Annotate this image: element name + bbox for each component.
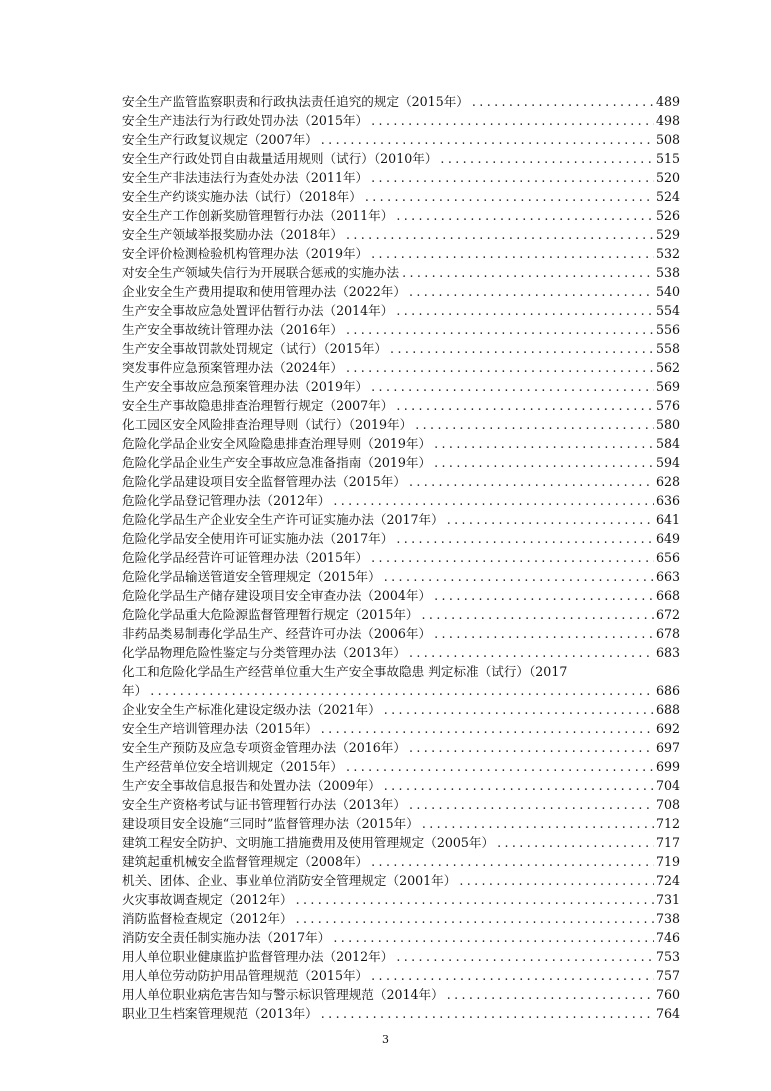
dot-leader (406, 643, 654, 662)
toc-entry-page: 672 (655, 607, 680, 622)
toc-entry[interactable] (122, 434, 680, 453)
dot-leader (456, 871, 654, 890)
toc-entry[interactable] (122, 624, 680, 643)
toc-entry-title: 安全生产监管监察职责和行政执法责任追究的规定（2015年） (122, 94, 469, 109)
toc-entry[interactable] (122, 700, 680, 719)
toc-entry-title: 安全生产领域举报奖励办法（2018年） (122, 227, 343, 242)
toc-entry-title: 危险化学品建设项目安全监督管理办法（2015年） (122, 474, 406, 489)
toc-entry-page: 708 (655, 797, 680, 812)
toc-entry-page: 760 (655, 987, 680, 1002)
toc-entry[interactable] (122, 111, 680, 130)
toc-entry-page: 515 (655, 151, 680, 166)
toc-entry-page: 649 (655, 531, 680, 546)
toc-entry[interactable] (122, 548, 680, 567)
toc-entry-title: 企业安全生产标准化建设定级办法（2021年） (122, 702, 381, 717)
toc-entry[interactable] (122, 510, 680, 529)
toc-entry-title: 企业安全生产费用提取和使用管理办法（2022年） (122, 284, 406, 299)
toc-entry[interactable] (122, 795, 680, 814)
toc-entry-page: 712 (655, 816, 680, 831)
page-number: 3 (382, 1033, 389, 1046)
toc-entry[interactable] (122, 738, 680, 757)
dot-leader (406, 282, 654, 301)
toc-entry-title: 消防安全责任制实施办法（2017年） (122, 930, 331, 945)
toc-entry-page: 746 (655, 930, 680, 945)
toc-entry-page: 688 (655, 702, 680, 717)
toc-entry[interactable] (122, 358, 680, 377)
toc-entry[interactable] (122, 966, 680, 985)
toc-entry[interactable] (122, 1004, 680, 1023)
toc-entry-page: 556 (655, 322, 680, 337)
toc-entry[interactable] (122, 453, 680, 472)
toc-entry[interactable] (122, 833, 680, 852)
toc-entry[interactable] (122, 263, 680, 282)
toc-entry-title: 安全生产非法违法行为查处办法（2011年） (122, 170, 369, 185)
dot-leader (406, 472, 654, 491)
toc-entry-title: 对安全生产领域失信行为开展联合惩戒的实施办法 (122, 265, 400, 280)
dot-leader (393, 529, 654, 548)
toc-entry-page: 489 (655, 94, 680, 109)
table-of-contents (122, 92, 680, 1023)
toc-entry[interactable] (122, 472, 680, 491)
toc-entry[interactable] (122, 320, 680, 339)
dot-leader (406, 795, 654, 814)
toc-entry-page: 520 (655, 170, 680, 185)
toc-entry[interactable] (122, 814, 680, 833)
dot-leader (431, 434, 654, 453)
toc-entry-title: 安全生产行政复议规定（2007年） (122, 132, 318, 147)
toc-entry[interactable] (122, 396, 680, 415)
toc-entry[interactable] (122, 776, 680, 795)
toc-entry[interactable] (122, 282, 680, 301)
toc-entry[interactable] (122, 852, 680, 871)
toc-entry[interactable] (122, 92, 680, 111)
toc-entry-page: 538 (655, 265, 680, 280)
toc-entry-title: 危险化学品输送管道安全管理规定（2015年） (122, 569, 381, 584)
dot-leader (469, 92, 654, 111)
dot-leader (343, 225, 654, 244)
dot-leader (419, 814, 654, 833)
toc-entry-title: 化工和危险化学品生产经营单位重大生产安全事故隐患 判定标准（试行）（2017 (122, 664, 568, 679)
toc-entry-page: 594 (655, 455, 680, 470)
toc-entry-title: 危险化学品经营许可证管理办法（2015年） (122, 550, 369, 565)
toc-entry-page: 540 (655, 284, 680, 299)
toc-entry-title: 安全生产约谈实施办法（试行）（2018年） (122, 189, 362, 204)
toc-entry-title-continuation: 年） (122, 683, 148, 698)
toc-entry[interactable] (122, 529, 680, 548)
toc-entry-page: 576 (655, 398, 680, 413)
dot-leader (343, 358, 654, 377)
toc-entry[interactable] (122, 225, 680, 244)
dot-leader (318, 1004, 654, 1023)
toc-entry-title: 安全生产工作创新奖励管理暂行办法（2011年） (122, 208, 394, 223)
toc-entry-title: 安全生产预防及应急专项资金管理办法（2016年） (122, 740, 406, 755)
toc-entry[interactable] (122, 415, 680, 434)
toc-entry-page: 757 (655, 968, 680, 983)
toc-entry-page: 738 (655, 911, 680, 926)
dot-leader (368, 852, 654, 871)
toc-entry-title: 安全生产资格考试与证书管理暂行办法（2013年） (122, 797, 406, 812)
toc-entry-title: 危险化学品重大危险源监督管理暂行规定（2015年） (122, 607, 419, 622)
dot-leader (381, 700, 654, 719)
dot-leader (393, 206, 654, 225)
toc-entry-page: 724 (655, 873, 680, 888)
toc-entry-title: 危险化学品安全使用许可证实施办法（2017年） (122, 531, 394, 546)
toc-entry-page: 580 (655, 417, 680, 432)
toc-entry-title: 职业卫生档案管理规范（2013年） (122, 1006, 318, 1021)
toc-entry-continuation[interactable] (122, 681, 680, 700)
toc-entry[interactable] (122, 206, 680, 225)
toc-entry-page: 719 (655, 854, 680, 869)
toc-entry-title: 危险化学品企业生产安全事故应急准备指南（2019年） (122, 455, 432, 470)
dot-leader (362, 187, 654, 206)
toc-entry-title: 安全生产违法行为行政处罚办法（2015年） (122, 113, 369, 128)
toc-entry-page: 641 (655, 512, 680, 527)
toc-entry[interactable] (122, 301, 680, 320)
toc-entry-title: 生产安全事故统计管理办法（2016年） (122, 322, 343, 337)
toc-entry-page: 524 (655, 189, 680, 204)
toc-entry-title: 生产经营单位安全培训规定（2015年） (122, 759, 343, 774)
toc-entry-title: 生产安全事故罚款处罚规定（试行）（2015年） (122, 341, 388, 356)
dot-leader (393, 396, 654, 415)
toc-entry-title: 安全生产行政处罚自由裁量适用规则（试行）（2010年） (122, 151, 438, 166)
toc-entry[interactable] (122, 149, 680, 168)
toc-entry[interactable] (122, 605, 680, 624)
dot-leader (431, 624, 654, 643)
toc-entry-page: 686 (655, 683, 680, 698)
dot-leader (431, 453, 654, 472)
dot-leader (147, 681, 654, 700)
toc-entry-page: 699 (655, 759, 680, 774)
dot-leader (381, 776, 654, 795)
toc-entry[interactable] (122, 168, 680, 187)
dot-leader (494, 833, 654, 852)
toc-entry[interactable] (122, 662, 680, 681)
toc-entry-page: 704 (655, 778, 680, 793)
toc-entry-title: 生产安全事故应急处置评估暂行办法（2014年） (122, 303, 394, 318)
dot-leader (406, 738, 654, 757)
dot-leader (293, 909, 654, 928)
toc-entry-title: 危险化学品生产储存建设项目安全审查办法（2004年） (122, 588, 432, 603)
toc-entry-title: 消防监督检查规定（2012年） (122, 911, 293, 926)
toc-entry-page: 668 (655, 588, 680, 603)
toc-entry[interactable] (122, 719, 680, 738)
toc-entry[interactable] (122, 890, 680, 909)
dot-leader (368, 548, 654, 567)
toc-entry[interactable] (122, 491, 680, 510)
dot-leader (399, 263, 654, 282)
toc-entry[interactable] (122, 567, 680, 586)
dot-leader (444, 510, 654, 529)
dot-leader (330, 491, 654, 510)
toc-entry[interactable] (122, 947, 680, 966)
toc-entry-page: 692 (655, 721, 680, 736)
dot-leader (343, 757, 654, 776)
dot-leader (387, 339, 654, 358)
toc-entry-page: 656 (655, 550, 680, 565)
dot-leader (343, 320, 654, 339)
toc-entry[interactable] (122, 130, 680, 149)
toc-entry-page: 569 (655, 379, 680, 394)
toc-entry[interactable] (122, 757, 680, 776)
toc-entry-title: 用人单位劳动防护用品管理规范（2015年） (122, 968, 369, 983)
dot-leader (393, 301, 654, 320)
toc-entry[interactable] (122, 244, 680, 263)
dot-leader (381, 567, 654, 586)
toc-entry-title: 危险化学品登记管理办法（2012年） (122, 493, 331, 508)
toc-entry-page: 558 (655, 341, 680, 356)
toc-entry-title: 安全生产事故隐患排查治理暂行规定（2007年） (122, 398, 394, 413)
toc-entry-title: 建设项目安全设施“三同时”监督管理办法（2015年） (122, 816, 419, 831)
dot-leader (318, 130, 654, 149)
toc-entry-page: 562 (655, 360, 680, 375)
toc-entry-page: 532 (655, 246, 680, 261)
toc-entry-page: 529 (655, 227, 680, 242)
toc-entry[interactable] (122, 643, 680, 662)
toc-entry[interactable] (122, 985, 680, 1004)
toc-entry-page: 636 (655, 493, 680, 508)
toc-entry[interactable] (122, 909, 680, 928)
toc-entry[interactable] (122, 871, 680, 890)
toc-entry-page: 628 (655, 474, 680, 489)
toc-entry[interactable] (122, 928, 680, 947)
toc-entry-title: 机关、团体、企业、事业单位消防安全管理规定（2001年） (122, 873, 457, 888)
dot-leader (444, 985, 654, 1004)
toc-entry-title: 安全生产培训管理办法（2015年） (122, 721, 318, 736)
toc-entry-page: 584 (655, 436, 680, 451)
toc-entry-title: 建筑工程安全防护、文明施工措施费用及使用管理规定（2005年） (122, 835, 495, 850)
toc-entry-title: 危险化学品企业安全风险隐患排查治理导则（2019年） (122, 436, 432, 451)
toc-entry-page: 678 (655, 626, 680, 641)
toc-entry-title: 生产安全事故应急预案管理办法（2019年） (122, 379, 369, 394)
toc-entry-title: 建筑起重机械安全监督管理规定（2008年） (122, 854, 369, 869)
toc-entry-page: 526 (655, 208, 680, 223)
toc-entry-page: 554 (655, 303, 680, 318)
toc-entry-page: 753 (655, 949, 680, 964)
toc-entry-page: 764 (655, 1006, 680, 1021)
dot-leader (437, 149, 654, 168)
toc-entry-title: 安全评价检测检验机构管理办法（2019年） (122, 246, 369, 261)
dot-leader (368, 168, 654, 187)
dot-leader (368, 377, 654, 396)
toc-entry-title: 生产安全事故信息报告和处置办法（2009年） (122, 778, 381, 793)
dot-leader (412, 415, 654, 434)
dot-leader (368, 111, 654, 130)
dot-leader (318, 719, 654, 738)
toc-entry[interactable] (122, 586, 680, 605)
toc-entry-page: 697 (655, 740, 680, 755)
toc-entry-title: 用人单位职业病危害告知与警示标识管理规范（2014年） (122, 987, 444, 1002)
dot-leader (293, 890, 654, 909)
toc-entry-title: 化工园区安全风险排查治理导则（试行）（2019年） (122, 417, 413, 432)
toc-entry[interactable] (122, 187, 680, 206)
dot-leader (368, 244, 654, 263)
toc-entry[interactable] (122, 339, 680, 358)
toc-entry-page: 498 (655, 113, 680, 128)
toc-entry[interactable] (122, 377, 680, 396)
toc-entry-title: 火灾事故调查规定（2012年） (122, 892, 293, 907)
dot-leader (368, 966, 654, 985)
dot-leader (330, 928, 654, 947)
dot-leader (431, 586, 654, 605)
dot-leader (393, 947, 654, 966)
toc-entry-title: 突发事件应急预案管理办法（2024年） (122, 360, 343, 375)
toc-entry-title: 化学品物理危险性鉴定与分类管理办法（2013年） (122, 645, 406, 660)
toc-entry-page: 663 (655, 569, 680, 584)
toc-entry-title: 危险化学品生产企业安全生产许可证实施办法（2017年） (122, 512, 444, 527)
toc-entry-title: 非药品类易制毒化学品生产、经营许可办法（2006年） (122, 626, 432, 641)
dot-leader (419, 605, 654, 624)
toc-entry-page: 508 (655, 132, 680, 147)
toc-entry-page: 683 (655, 645, 680, 660)
toc-entry-page: 717 (655, 835, 680, 850)
toc-entry-title: 用人单位职业健康监护监督管理办法（2012年） (122, 949, 394, 964)
toc-entry-page: 731 (655, 892, 680, 907)
